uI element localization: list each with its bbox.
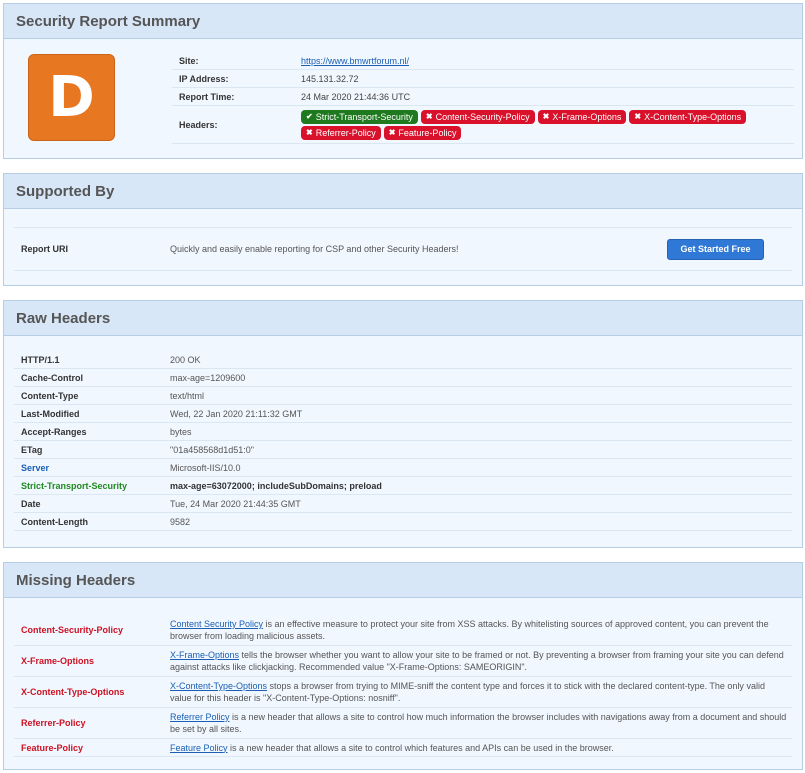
missing-header-row bbox=[14, 708, 792, 739]
raw-header-row bbox=[14, 477, 792, 495]
raw-header-row bbox=[14, 495, 792, 513]
missing-header-description bbox=[170, 711, 792, 735]
missing-header-description bbox=[170, 680, 792, 704]
raw-header-key: Content-Type bbox=[21, 390, 79, 401]
missing-header-row bbox=[14, 739, 792, 757]
missing-header-text: stops a browser from trying to MIME-sniff the content type and forces it to stick with the declared content-type. The only valid value for this header is "X-Content-Type-Options: nosniff". bbox=[170, 681, 765, 703]
grade-badge: D bbox=[28, 54, 115, 141]
missing-header-description bbox=[170, 618, 792, 642]
raw-headers-panel bbox=[3, 300, 803, 548]
x-icon: ✖ bbox=[634, 112, 642, 121]
ip-value: 145.131.32.72 bbox=[301, 73, 359, 84]
missing-header-key: Feature-Policy bbox=[21, 742, 84, 753]
missing-header-doc-link[interactable]: Feature Policy bbox=[170, 742, 228, 753]
header-pill-label: Content-Security-Policy bbox=[435, 111, 530, 122]
ip-label: IP Address: bbox=[179, 73, 229, 84]
missing-header-description bbox=[170, 742, 792, 754]
raw-header-row bbox=[14, 351, 792, 369]
header-pill bbox=[301, 126, 381, 140]
missing-header-doc-link[interactable]: X-Content-Type-Options bbox=[170, 681, 268, 691]
summary-header bbox=[4, 4, 802, 39]
missing-header-key: X-Content-Type-Options bbox=[21, 687, 125, 697]
raw-header-row bbox=[14, 513, 792, 531]
header-pill-label: X-Frame-Options bbox=[552, 111, 622, 122]
summary-title: Security Report Summary bbox=[16, 12, 201, 30]
supported-header bbox=[4, 174, 802, 209]
missing-header-row bbox=[14, 646, 792, 677]
missing-header-description bbox=[170, 649, 792, 673]
report-time-value: 24 Mar 2020 21:44:36 UTC bbox=[301, 91, 411, 102]
report-time-label: Report Time: bbox=[179, 91, 235, 102]
raw-header-value: text/html bbox=[170, 390, 205, 401]
raw-header-value: 9582 bbox=[170, 516, 191, 527]
raw-header-value: max-age=1209600 bbox=[170, 372, 246, 383]
raw-header-value: 200 OK bbox=[170, 354, 201, 365]
missing-header-key: Referrer-Policy bbox=[21, 718, 86, 728]
raw-header-key: Last-Modified bbox=[21, 408, 80, 419]
security-report-summary-panel bbox=[3, 3, 803, 159]
raw-header-key: Cache-Control bbox=[21, 372, 84, 383]
raw-headers-table bbox=[14, 351, 792, 531]
report-uri-row bbox=[14, 227, 792, 271]
supported-by-panel bbox=[3, 173, 803, 286]
raw-header-row bbox=[14, 423, 792, 441]
missing-header-text: is a new header that allows a site to control how much information the browser includes with navigations away from a document and should be set by all sites. bbox=[170, 712, 787, 734]
raw-header-key: Accept-Ranges bbox=[21, 426, 87, 437]
raw-header-row bbox=[14, 459, 792, 477]
raw-header-row bbox=[14, 405, 792, 423]
missing-headers-panel bbox=[3, 562, 803, 770]
raw-header-row bbox=[14, 387, 792, 405]
missing-header-doc-link[interactable]: Referrer Policy bbox=[170, 712, 230, 722]
raw-header-key: ETag bbox=[21, 444, 43, 455]
raw-header-value: Microsoft-IIS/10.0 bbox=[170, 462, 241, 473]
missing-header-doc-link[interactable]: Content Security Policy bbox=[170, 619, 264, 629]
header-pill-label: Strict-Transport-Security bbox=[315, 111, 413, 122]
x-icon: ✖ bbox=[306, 128, 313, 137]
raw-header-key: HTTP/1.1 bbox=[21, 354, 60, 365]
site-row bbox=[172, 52, 794, 70]
raw-header-value: Tue, 24 Mar 2020 21:44:35 GMT bbox=[170, 498, 301, 509]
header-pill bbox=[421, 110, 535, 124]
header-pill-label: Feature-Policy bbox=[398, 127, 457, 138]
missing-header-text: tells the browser whether you want to allow your site to be framed or not. By preventing a browser from framing your site you can defend against attacks like clickjacking. Recommended value "X-Frame-Options: SAMEORIGIN". bbox=[170, 650, 784, 672]
raw-header-row bbox=[14, 441, 792, 459]
header-pill bbox=[384, 126, 462, 140]
site-label: Site: bbox=[179, 55, 199, 66]
raw-header-value: max-age=63072000; includeSubDomains; preload bbox=[170, 480, 382, 491]
header-pill-label: Referrer-Policy bbox=[315, 127, 376, 138]
missing-header-doc-link[interactable]: X-Frame-Options bbox=[170, 650, 240, 660]
report-time-row bbox=[172, 88, 794, 106]
header-pill-label: X-Content-Type-Options bbox=[644, 111, 742, 122]
headers-row bbox=[172, 106, 794, 144]
supported-title: Supported By bbox=[16, 182, 115, 200]
headers-label: Headers: bbox=[179, 119, 218, 130]
missing-headers-table bbox=[14, 615, 792, 757]
x-icon: ✖ bbox=[542, 112, 550, 121]
missing-header-text: is an effective measure to protect your site from XSS attacks. By whitelisting sources of approved content, you can prevent the browser from loading malicious assets. bbox=[170, 619, 769, 641]
raw-headers-title: Raw Headers bbox=[16, 309, 111, 327]
report-uri-label: Report URI bbox=[21, 244, 68, 254]
site-link[interactable]: https://www.bmwrtforum.nl/ bbox=[301, 55, 410, 66]
check-icon: ✔ bbox=[306, 112, 313, 121]
summary-table bbox=[172, 52, 794, 144]
header-pill bbox=[629, 110, 746, 124]
raw-header-key: Server bbox=[21, 462, 50, 473]
missing-header-text: is a new header that allows a site to control which features and APIs can be used in the browser. bbox=[227, 742, 614, 753]
get-started-free-button[interactable]: Get Started Free bbox=[667, 239, 764, 260]
ip-row bbox=[172, 70, 794, 88]
raw-header-value: bytes bbox=[170, 426, 192, 437]
x-icon: ✖ bbox=[425, 112, 433, 121]
missing-header-key: Content-Security-Policy bbox=[21, 625, 124, 635]
missing-header-row bbox=[14, 677, 792, 708]
missing-headers-header bbox=[4, 563, 802, 598]
missing-headers-title: Missing Headers bbox=[16, 571, 136, 589]
report-uri-text: Quickly and easily enable reporting for CSP and other Security Headers! bbox=[170, 244, 459, 254]
header-pill bbox=[301, 110, 418, 124]
raw-header-key: Strict-Transport-Security bbox=[21, 480, 128, 491]
missing-header-key: X-Frame-Options bbox=[21, 656, 95, 666]
header-pill bbox=[538, 110, 627, 124]
raw-header-key: Content-Length bbox=[21, 516, 88, 527]
missing-header-row bbox=[14, 615, 792, 646]
raw-headers-header bbox=[4, 301, 802, 336]
raw-header-row bbox=[14, 369, 792, 387]
raw-header-value: "01a458568d1d51:0" bbox=[170, 444, 254, 455]
header-pills bbox=[301, 110, 794, 140]
x-icon: ✖ bbox=[388, 128, 396, 137]
raw-header-value: Wed, 22 Jan 2020 21:11:32 GMT bbox=[170, 408, 303, 419]
raw-header-key: Date bbox=[21, 498, 41, 509]
